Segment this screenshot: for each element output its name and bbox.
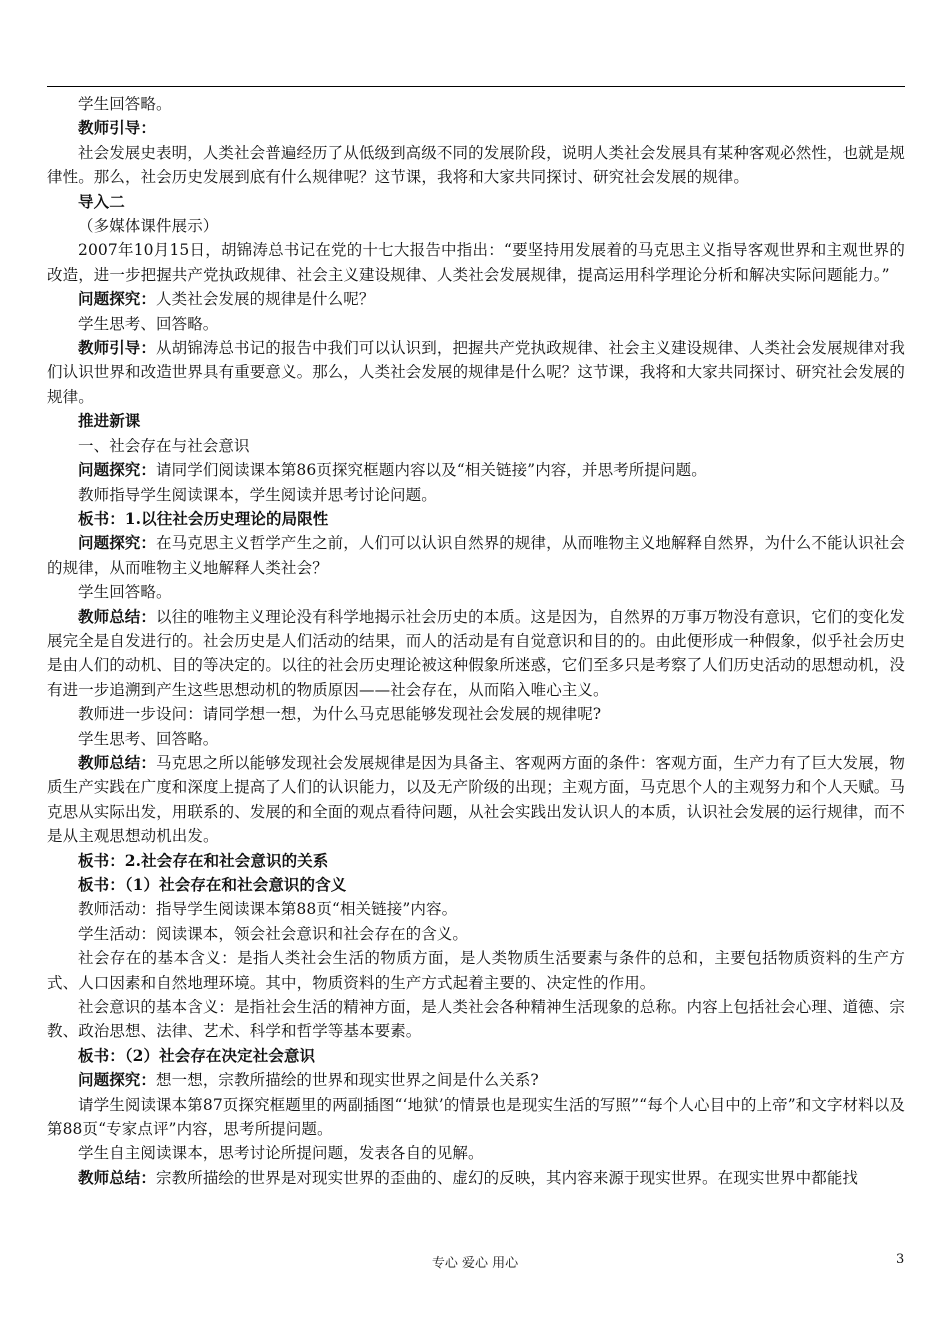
paragraph-label: 教师总结： [78, 752, 157, 772]
paragraph-label: 板书：（1）社会存在和社会意识的含义 [78, 875, 347, 894]
paragraph [47, 946, 905, 995]
paragraph [47, 702, 905, 726]
paragraph-text: 教师活动：指导学生阅读课本第88页“相关链接”内容。 [78, 900, 458, 919]
paragraph [47, 605, 905, 703]
paragraph-text: 学生自主阅读课本，思考讨论所提问题，发表各自的见解。 [78, 1144, 484, 1163]
paragraph [47, 995, 905, 1044]
paragraph-text: 社会意识的基本含义：是指社会生活的精神方面，是人类社会各种精神生活现象的总称。内容上包括社会心理、道德、宗教、政治思想、法律、艺术、科学和哲学等基本要素。 [47, 998, 905, 1041]
paragraph-label: 问题探究： [78, 289, 157, 309]
paragraph [47, 1141, 905, 1165]
paragraph-text: 想一想，宗教所描绘的世界和现实世界之间是什么关系? [156, 1071, 539, 1090]
paragraph [47, 92, 905, 116]
paragraph [47, 287, 905, 311]
paragraph [47, 434, 905, 458]
paragraph [47, 238, 905, 287]
paragraph-text: 一、社会存在与社会意识 [78, 436, 250, 455]
paragraph-text: 以往的唯物主义理论没有科学地揭示社会历史的本质。这是因为，自然界的万事万物没有意识，它们的变化发展完全是自发进行的。社会历史是人们活动的结果，而人的活动是有自觉意识和目的的。由此便形成一种假象，似乎社会历史是由人们的动机、目的等决定的。以往的社会历史理论被这种假象所迷惑，它们至多只是考察了人们历史活动的思想动机，没有进一步追溯到产生这些思想动机的物质原因——社会存在，从而陷入唯心主义。 [47, 607, 906, 699]
paragraph-text: 宗教所描绘的世界是对现实世界的歪曲的、虚幻的反映，其内容来源于现实世界。在现实世界中都能找 [156, 1168, 859, 1187]
paragraph [47, 531, 905, 580]
paragraph-label: 教师总结： [78, 1167, 157, 1187]
paragraph [47, 483, 905, 507]
paragraph [47, 190, 905, 214]
paragraph-text: 在马克思主义哲学产生之前，人们可以认识自然界的规律，从而唯物主义地解释自然界，为什么不能认识社会的规律，从而唯物主义地解释人类社会？ [47, 534, 905, 577]
paragraph-label: 问题探究： [78, 460, 157, 480]
paragraph-text: 马克思之所以能够发现社会发展规律是因为具备主、客观两方面的条件：客观方面，生产力有了巨大发展，物质生产实践在广度和深度上提高了人们的认识能力，以及无产阶级的出现；主观方面，马克思个人的主观努力和个人天赋。马克思从实际出发，用联系的、发展的和全面的观点看待问题，从社会实践出发认识人的本质，认识社会发展的运行规律，而不是从主观思想动机出发。 [47, 753, 906, 846]
paragraph-text: 社会发展史表明，人类社会普遍经历了从低级到高级不同的发展阶段，说明人类社会发展具有某种客观必然性，也就是规律性。那么，社会历史发展到底有什么规律呢？这节课，我将和大家共同探讨、研究社会发展的规律。 [47, 143, 905, 187]
paragraph [47, 312, 905, 336]
page-number: 3 [896, 1252, 905, 1267]
paragraph-text: 社会存在的基本含义：是指人类社会生活的物质方面，是人类物质生活要素与条件的总和，主要包括物质资料的生产方式、人口因素和自然地理环境。其中，物质资料的生产方式起着主要的、决定性的作用。 [47, 949, 905, 992]
paragraph-label: 推进新课 [78, 411, 141, 431]
paragraph-label: 教师总结： [78, 606, 157, 626]
paragraph [47, 214, 905, 238]
header-rule [47, 86, 905, 87]
paragraph-label: 板书：（2）社会存在决定社会意识 [78, 1045, 316, 1065]
paragraph-text: （多媒体课件展示） [78, 217, 219, 236]
paragraph [47, 336, 905, 409]
paragraph [47, 751, 905, 849]
paragraph [47, 409, 905, 433]
paragraph [47, 580, 905, 604]
document-body [47, 92, 905, 1190]
paragraph-text: 2007年10月15日，胡锦涛总书记在党的十七大报告中指出：“要坚持用发展着的马克思主义指导客观世界和主观世界的改造，进一步把握共产党执政规律、社会主义建设规律、人类社会发展规律，提高运用科学理论分析和解决实际问题能力。” [47, 241, 905, 284]
paragraph-text: 从胡锦涛总书记的报告中我们可以认识到，把握共产党执政规律、社会主义建设规律、人类社会发展规律对我们认识世界和改造世界具有重要意义。那么，人类社会发展的规律是什么呢？这节课，我将和大家共同探讨、研究社会发展的规律。 [47, 339, 906, 406]
paragraph [47, 897, 905, 921]
paragraph [47, 1068, 905, 1092]
paragraph [47, 507, 905, 531]
paragraph-label: 问题探究： [78, 1070, 157, 1090]
paragraph [47, 873, 905, 897]
paragraph [47, 1166, 905, 1190]
paragraph-text: 请同学们阅读课本第86页探究框题内容以及“相关链接”内容，并思考所提问题。 [156, 461, 707, 480]
paragraph-text: 学生活动：阅读课本，领会社会意识和社会存在的含义。 [78, 924, 469, 943]
paragraph-text: 学生思考、回答略。 [78, 729, 219, 748]
paragraph [47, 141, 905, 190]
paragraph-text: 学生回答略。 [78, 583, 172, 602]
paragraph [47, 1044, 905, 1068]
paragraph-label: 教师引导： [78, 118, 157, 138]
paragraph-label: 板书：2.社会存在和社会意识的关系 [78, 850, 329, 870]
paragraph-label: 导入二 [78, 191, 125, 211]
paragraph-label: 问题探究： [78, 533, 157, 553]
paragraph [47, 458, 905, 482]
footer-motto: 专心 爱心 用心 [431, 1256, 519, 1271]
paragraph [47, 116, 905, 140]
paragraph-text: 教师进一步设问：请同学想一想，为什么马克思能够发现社会发展的规律呢? [78, 705, 602, 724]
paragraph-text: 学生回答略。 [78, 95, 172, 113]
paragraph-text: 教师指导学生阅读课本，学生阅读并思考讨论问题。 [78, 485, 437, 504]
paragraph-label: 板书：1.以往社会历史理论的局限性 [78, 508, 329, 528]
paragraph-text: 学生思考、回答略。 [78, 314, 219, 333]
paragraph [47, 922, 905, 946]
paragraph-label: 教师引导： [78, 338, 157, 358]
paragraph-text: 人类社会发展的规律是什么呢？ [156, 290, 375, 309]
paragraph-text: 请学生阅读课本第87页探究框题里的两副插图“‘地狱’的情景也是现实生活的写照”“每个人心目中的上帝”和文字材料以及第88页“专家点评”内容，思考所提问题。 [47, 1095, 905, 1139]
paragraph [47, 1093, 905, 1142]
paragraph [47, 727, 905, 751]
paragraph [47, 849, 905, 873]
